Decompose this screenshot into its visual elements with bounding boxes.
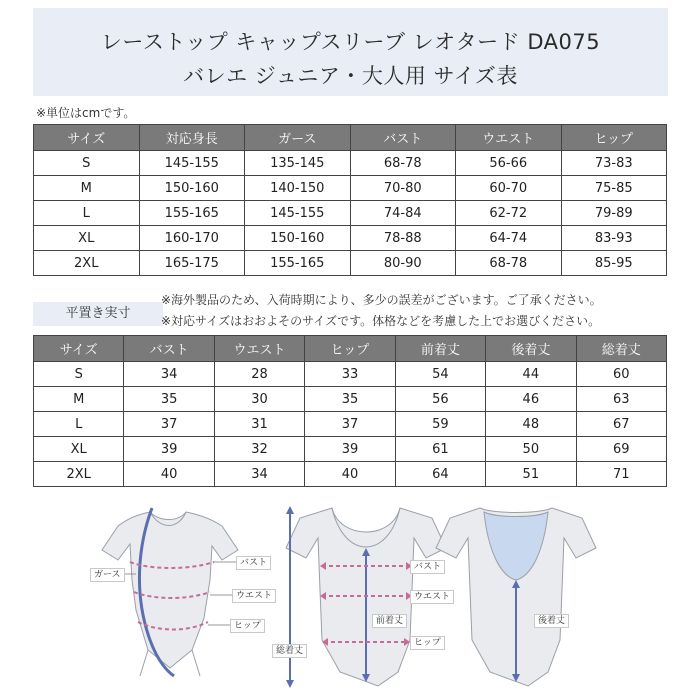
table-cell: 32 — [214, 437, 304, 462]
table-cell: L — [34, 201, 140, 226]
table-cell: 69 — [576, 437, 666, 462]
unit-note: ※単位はcmです。 — [36, 106, 136, 120]
waist-label: ウエスト — [232, 589, 276, 603]
table-cell: 140-150 — [245, 176, 351, 201]
table-cell: 62-72 — [456, 201, 562, 226]
girth-label: ガース — [90, 568, 125, 582]
table-cell: 150-160 — [245, 226, 351, 251]
table-header-row — [34, 336, 667, 362]
product-subtitle: バレエ ジュニア・大人用 サイズ表 — [183, 64, 518, 88]
body-size-table — [33, 124, 667, 276]
table-cell: 39 — [305, 437, 395, 462]
table-cell: 2XL — [34, 251, 140, 276]
table-cell: 83-93 — [561, 226, 667, 251]
header-cell: ヒップ — [305, 336, 395, 362]
measurement-diagram — [0, 500, 700, 700]
table-cell: 56-66 — [456, 151, 562, 176]
header-cell: バスト — [350, 125, 456, 151]
table-cell: XL — [34, 226, 140, 251]
table-cell: 50 — [486, 437, 576, 462]
total-length-label: 総着丈 — [272, 644, 307, 658]
header-cell: 総着丈 — [576, 336, 666, 362]
bust-label-flat: バスト — [410, 560, 445, 574]
table-cell: 46 — [486, 387, 576, 412]
table-row — [34, 387, 667, 412]
table-cell: 135-145 — [245, 151, 351, 176]
front-length-label: 前着丈 — [372, 614, 407, 628]
table-cell: 61 — [395, 437, 485, 462]
table-cell: 64-74 — [456, 226, 562, 251]
table-cell: S — [34, 362, 124, 387]
table-cell: 35 — [124, 387, 214, 412]
bust-label: バスト — [236, 556, 271, 570]
table-cell: 85-95 — [561, 251, 667, 276]
table-cell: S — [34, 151, 140, 176]
table-cell: 150-160 — [139, 176, 245, 201]
table-cell: 59 — [395, 412, 485, 437]
table-cell: 78-88 — [350, 226, 456, 251]
table-cell: L — [34, 412, 124, 437]
figure-body-measure — [96, 508, 238, 676]
table-cell: 71 — [576, 462, 666, 487]
note-line: ※対応サイズはおおよそのサイズです。体格などを考慮した上でお選びください。 — [161, 314, 601, 328]
back-length-label: 後着丈 — [534, 614, 569, 628]
header-cell: 前着丈 — [395, 336, 485, 362]
table-cell: 56 — [395, 387, 485, 412]
table-row — [34, 201, 667, 226]
header-cell: ヒップ — [561, 125, 667, 151]
table-cell: 165-175 — [139, 251, 245, 276]
table-cell: 44 — [486, 362, 576, 387]
table-cell: 155-165 — [245, 251, 351, 276]
notes — [161, 290, 602, 332]
table-row — [34, 176, 667, 201]
table-cell: 34 — [124, 362, 214, 387]
hip-label: ヒップ — [230, 619, 265, 633]
table-cell: 39 — [124, 437, 214, 462]
table-cell: 145-155 — [139, 151, 245, 176]
table-cell: 60-70 — [456, 176, 562, 201]
table-cell: 68-78 — [350, 151, 456, 176]
table-cell: 64 — [395, 462, 485, 487]
table-cell: 63 — [576, 387, 666, 412]
table-cell: 68-78 — [456, 251, 562, 276]
table-row — [34, 251, 667, 276]
table-row — [34, 362, 667, 387]
table-row — [34, 412, 667, 437]
table-cell: 74-84 — [350, 201, 456, 226]
table-row — [34, 151, 667, 176]
table-cell: 2XL — [34, 462, 124, 487]
hip-label-flat: ヒップ — [410, 636, 445, 650]
table-cell: 33 — [305, 362, 395, 387]
header-cell: サイズ — [34, 336, 124, 362]
waist-label-flat: ウエスト — [410, 590, 454, 604]
table-header-row — [34, 125, 667, 151]
table-cell: 51 — [486, 462, 576, 487]
header-cell: ウエスト — [214, 336, 304, 362]
header-cell: ウエスト — [456, 125, 562, 151]
table-cell: 60 — [576, 362, 666, 387]
table-cell: 54 — [395, 362, 485, 387]
table-cell: 40 — [124, 462, 214, 487]
table-cell: 79-89 — [561, 201, 667, 226]
table-cell: M — [34, 176, 140, 201]
table-cell: 67 — [576, 412, 666, 437]
product-title: レーストップ キャップスリーブ レオタード DA075 — [100, 30, 601, 54]
header-cell: 後着丈 — [486, 336, 576, 362]
table-cell: M — [34, 387, 124, 412]
table-cell: 30 — [214, 387, 304, 412]
title-banner — [33, 8, 668, 96]
figure-back-flat — [436, 508, 596, 686]
table-row — [34, 462, 667, 487]
table-cell: 48 — [486, 412, 576, 437]
header-cell: 対応身長 — [139, 125, 245, 151]
table-cell: 155-165 — [139, 201, 245, 226]
header-cell: バスト — [124, 336, 214, 362]
table-cell: 40 — [305, 462, 395, 487]
table-cell: 37 — [305, 412, 395, 437]
table-cell: 80-90 — [350, 251, 456, 276]
header-cell: サイズ — [34, 125, 140, 151]
flat-size-table — [33, 335, 667, 487]
table-cell: 34 — [214, 462, 304, 487]
header-cell: ガース — [245, 125, 351, 151]
table-cell: 145-155 — [245, 201, 351, 226]
table-cell: 28 — [214, 362, 304, 387]
table-row — [34, 437, 667, 462]
table-cell: 75-85 — [561, 176, 667, 201]
table-cell: 70-80 — [350, 176, 456, 201]
table-cell: 35 — [305, 387, 395, 412]
table-cell: 31 — [214, 412, 304, 437]
table-row — [34, 226, 667, 251]
table-cell: 160-170 — [139, 226, 245, 251]
table-cell: XL — [34, 437, 124, 462]
table-cell: 73-83 — [561, 151, 667, 176]
flat-measurement-label: 平置き実寸 — [33, 302, 163, 326]
table-cell: 37 — [124, 412, 214, 437]
note-line: ※海外製品のため、入荷時期により、多少の誤差がございます。ご了承ください。 — [161, 293, 602, 307]
